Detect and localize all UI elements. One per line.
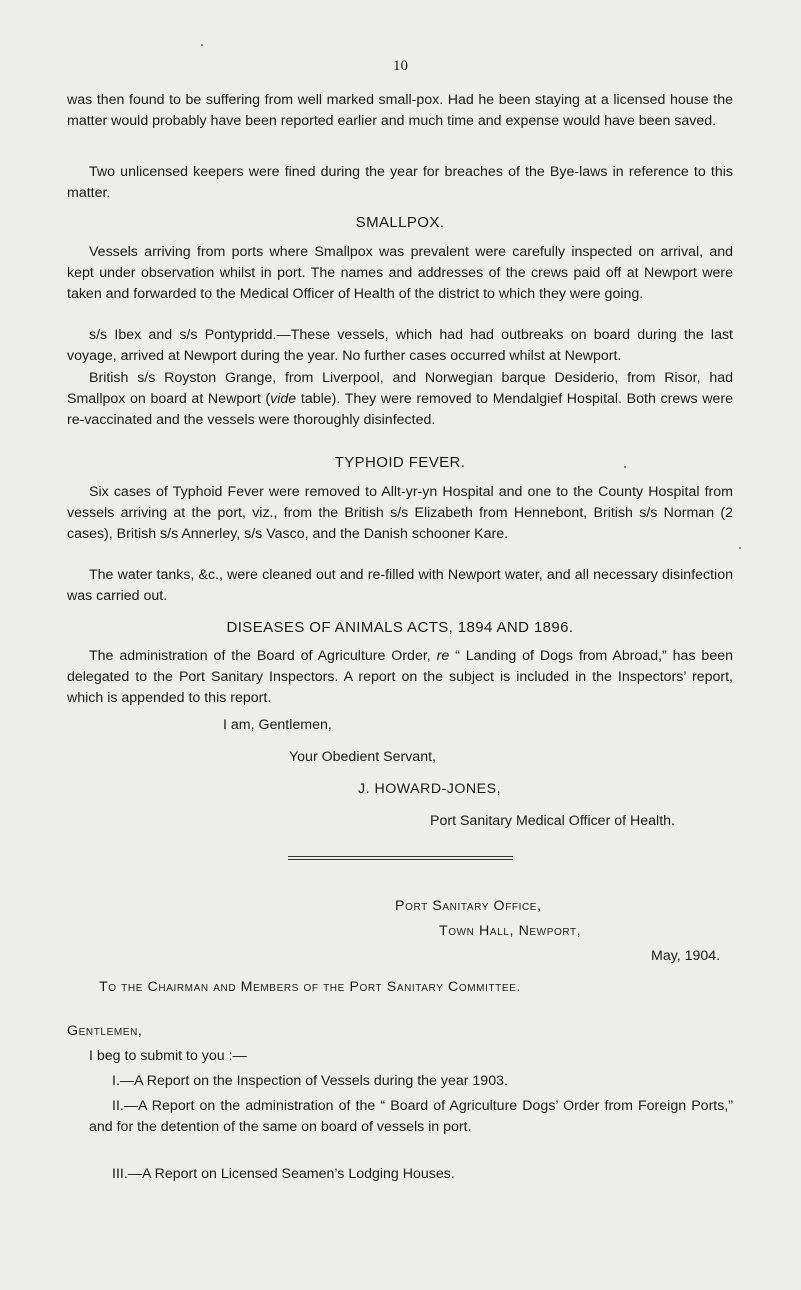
- paragraph-board-text-a: The administration of the Board of Agriculture Order,: [89, 648, 437, 664]
- intro-line: I beg to submit to you :—: [89, 1048, 247, 1064]
- list-item-2: II.—A Report on the administration of the “ Board of Agriculture Dogs’ Order from Foreign Ports,” and for the detention of the same on board of vessels in port.: [89, 1098, 733, 1135]
- paragraph-continuation: was then found to be suffering from well marked small-pox. Had he been staying at a licensed house the matter would probably have been reported earlier and much time and expense would have been saved.: [67, 92, 733, 129]
- salutation: Gentlemen,: [67, 1023, 143, 1039]
- paragraph-water-tanks: The water tanks, &c., were cleaned out and re-filled with Newport water, and all necessary disinfection was carried out.: [67, 567, 733, 604]
- heading-diseases-of-animals: DISEASES OF ANIMALS ACTS, 1894 AND 1896.: [226, 619, 574, 636]
- paragraph-royston-grange-text-a: British s/s Royston Grange, from Liverpool, and Norwegian barque Desiderio, from Risor, had Smallpox on board at Newport (: [67, 370, 733, 407]
- page-speck: [739, 547, 741, 549]
- paragraph-ibex-pontypridd: s/s Ibex and s/s Pontypridd.—These vessels, which had had outbreaks on board during the last voyage, arrived at Newport during the year. No further cases occurred whilst at Newport.: [67, 327, 733, 364]
- divider-rule-top: [288, 856, 513, 857]
- paragraph-smallpox-vessels: Vessels arriving from ports where Smallpox was prevalent were carefully inspected on arrival, and kept under observation whilst in port. The names and addresses of the crews paid off at Newport were taken and forwarded to the Medical Officer of Health of the district to which they were going.: [67, 244, 733, 302]
- signature-title: Port Sanitary Medical Officer of Health.: [430, 813, 675, 829]
- re-italic: re: [436, 648, 450, 664]
- list-item-1: I.—A Report on the Inspection of Vessels during the year 1903.: [112, 1073, 508, 1089]
- vide-italic: vide: [270, 391, 297, 407]
- page-speck: [201, 44, 203, 46]
- heading-typhoid-fever: TYPHOID FEVER.: [334, 454, 466, 471]
- heading-smallpox: SMALLPOX.: [355, 214, 445, 231]
- page-speck: [624, 466, 626, 468]
- signature-name: J. HOWARD-JONES,: [358, 781, 502, 797]
- closing-line-1: I am, Gentlemen,: [223, 717, 332, 733]
- paragraph-unlicensed-keepers: Two unlicensed keepers were fined during the year for breaches of the Bye-laws in reference to this matter.: [67, 164, 733, 201]
- address-line-2: Town Hall, Newport,: [439, 923, 582, 939]
- list-item-3: III.—A Report on Licensed Seamen’s Lodging Houses.: [112, 1166, 455, 1182]
- address-line-1: Port Sanitary Office,: [395, 898, 542, 914]
- paragraph-board-text-b: “ Landing of Dogs from Abroad,” has been delegated to the Port Sanitary Inspectors. A report on the subject is included in the Inspectors’ report, which is appended to this report.: [67, 648, 733, 706]
- paragraph-royston-grange: [67, 368, 733, 431]
- closing-line-2: Your Obedient Servant,: [289, 749, 436, 765]
- divider-rule-bottom: [288, 859, 513, 860]
- page-number: 10: [393, 58, 408, 74]
- letter-date: May, 1904.: [651, 948, 721, 964]
- paragraph-royston-grange-text-b: table). They were removed to Mendalgief Hospital. Both crews were re-vaccinated and the vessels were thoroughly disinfected.: [67, 391, 733, 428]
- paragraph-typhoid-cases: Six cases of Typhoid Fever were removed to Allt-yr-yn Hospital and one to the County Hospital from vessels arriving at the port, viz., from the British s/s Elizabeth from Hennebont, British s/s Norman (2 cases), British s/s Annerley, s/s Vasco, and the Danish schooner Kare.: [67, 484, 733, 542]
- addressee-line: To the Chairman and Members of the Port Sanitary Committee.: [99, 979, 521, 995]
- paragraph-board-of-agriculture: [67, 646, 733, 709]
